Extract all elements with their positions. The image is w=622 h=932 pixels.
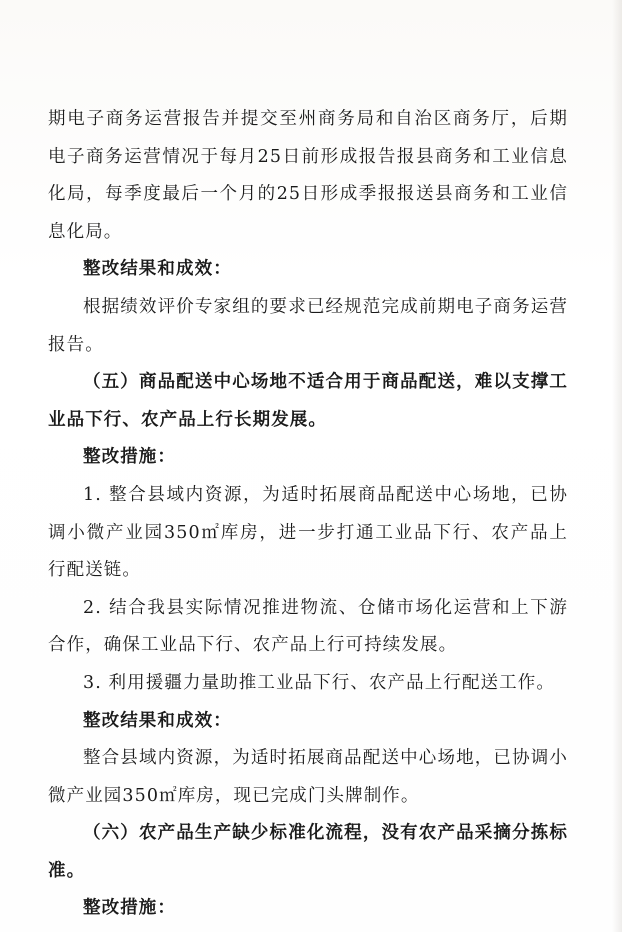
- paragraph-results-2: 整合县域内资源，为适时拓展商品配送中心场地，已协调小微产业园350㎡库房，现已完成门头牌制作。: [48, 748, 568, 806]
- measure-item-1: 1. 整合县域内资源，为适时拓展商品配送中心场地，已协调小微产业园350㎡库房，进一步打通工业品下行、农产品上行配送链。: [48, 484, 568, 581]
- heading-results: 整改结果和成效：: [83, 259, 232, 280]
- heading-results-2: 整改结果和成效：: [83, 710, 232, 731]
- section-heading-5: （五）商品配送中心场地不适合用于商品配送，难以支撑工业品下行、农产品上行长期发展。: [48, 372, 568, 430]
- paragraph-results: 根据绩效评价专家组的要求已经规范完成前期电子商务运营报告。: [48, 296, 568, 355]
- heading-measures-2: 整改措施：: [83, 898, 176, 919]
- document-body: [48, 101, 568, 928]
- paragraph-continuation: 期电子商务运营报告并提交至州商务局和自治区商务厅，后期电子商务运营情况于每月25日前形成报告报县商务和工业信息化局，每季度最后一个月的25日形成季报报送县商务和工业信息化局。: [48, 109, 568, 242]
- heading-measures: 整改措施：: [83, 447, 176, 468]
- section-heading-6: （六）农产品生产缺少标准化流程，没有农产品采摘分拣标准。: [48, 823, 568, 881]
- measure-item-3: 3. 利用援疆力量助推工业品下行、农产品上行配送工作。: [83, 672, 555, 693]
- measure-item-2: 2. 结合我县实际情况推进物流、仓储市场化运营和上下游合作，确保工业品下行、农产品上行可持续发展。: [48, 597, 568, 656]
